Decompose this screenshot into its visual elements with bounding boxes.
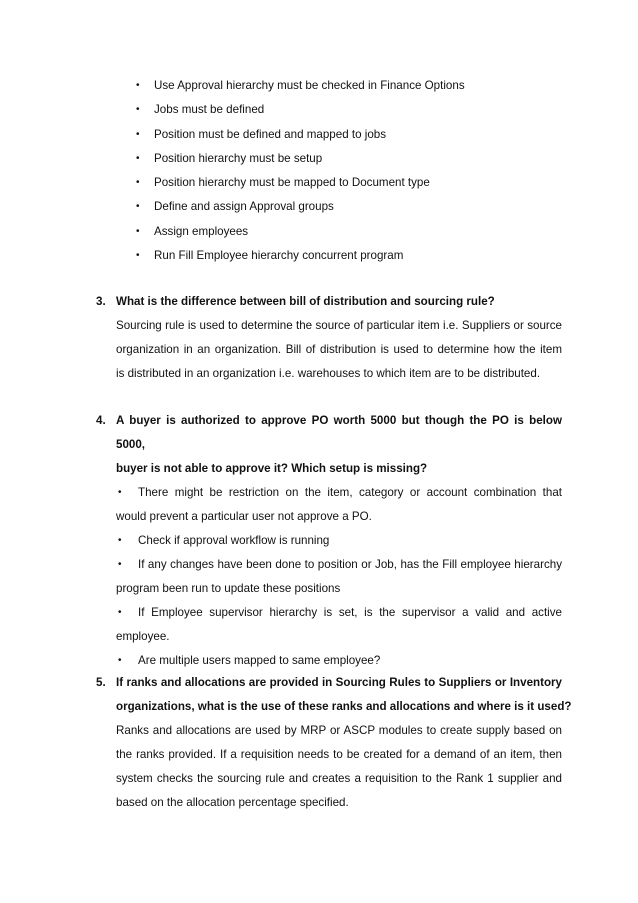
answer-line: system checks the sourcing rule and creates a requisition to the Rank 1 supplier and: [116, 772, 562, 785]
question-title: What is the difference between bill of distribution and sourcing rule?: [116, 295, 495, 308]
list-item-continuation: employee.: [116, 630, 170, 643]
answer-line: Sourcing rule is used to determine the source of particular item i.e. Suppliers or source: [116, 319, 562, 332]
bullet-icon: •: [118, 535, 122, 546]
bullet-icon: •: [136, 201, 140, 213]
question-number: 3.: [96, 295, 106, 308]
bullet-icon: •: [136, 177, 140, 189]
bullet-icon: •: [118, 559, 122, 570]
list-item: • Position hierarchy must be setup: [136, 147, 465, 171]
question-body: [116, 409, 562, 673]
bullet-icon: •: [136, 80, 140, 91]
bullet-icon: •: [136, 225, 140, 237]
question-title-line: If ranks and allocations are provided in Sourcing Rules to Suppliers or Inventory: [116, 676, 562, 689]
list-item: • Position hierarchy must be mapped to Document type: [136, 171, 465, 195]
question-number: 4.: [96, 414, 106, 427]
answer-line: Ranks and allocations are used by MRP or ASCP modules to create supply based on: [116, 724, 562, 737]
list-item-continuation: program been run to update these positions: [116, 582, 341, 595]
question-body: [116, 290, 562, 386]
list-item: • There might be restriction on the item, category or account combination that: [116, 481, 562, 505]
question-3: [96, 290, 562, 386]
question-body: [116, 671, 572, 815]
list-item: • Are multiple users mapped to same employee?: [116, 649, 562, 673]
answer-line: organization in an organization. Bill of distribution is used to determine how the item: [116, 343, 562, 356]
bullet-icon: •: [136, 104, 140, 116]
bullet-icon: •: [136, 152, 140, 164]
list-item: • If Employee supervisor hierarchy is set, is the supervisor a valid and active: [116, 601, 562, 625]
question-title-line: organizations, what is the use of these ranks and allocations and where is it used?: [116, 700, 572, 713]
list-item: • Check if approval workflow is running: [116, 529, 562, 553]
approval-setup-list: [136, 74, 465, 268]
list-item: • Define and assign Approval groups: [136, 195, 465, 219]
list-item: • Jobs must be defined: [136, 98, 465, 122]
list-item-continuation: would prevent a particular user not approve a PO.: [116, 510, 372, 523]
question-title-line: buyer is not able to approve it? Which setup is missing?: [116, 462, 428, 475]
bullet-icon: •: [118, 655, 122, 666]
answer-line: is distributed in an organization i.e. warehouses to which item are to be distributed.: [116, 367, 541, 380]
list-item: • Use Approval hierarchy must be checked in Finance Options: [136, 74, 465, 98]
question-number: 5.: [96, 676, 106, 689]
list-item: • If any changes have been done to position or Job, has the Fill employee hierarchy: [116, 553, 562, 577]
answer-line: the ranks provided. If a requisition needs to be created for a demand of an item, then: [116, 748, 562, 761]
question-4: [96, 409, 562, 673]
question-title-line: A buyer is authorized to approve PO worth 5000 but though the PO is below 5000,: [116, 414, 562, 451]
question-5: [96, 671, 572, 815]
list-item: • Run Fill Employee hierarchy concurrent program: [136, 244, 465, 268]
bullet-icon: •: [136, 128, 140, 140]
bullet-icon: •: [136, 250, 140, 262]
bullet-icon: •: [118, 607, 122, 618]
answer-line: based on the allocation percentage specified.: [116, 796, 349, 809]
list-item: • Position must be defined and mapped to jobs: [136, 123, 465, 147]
list-item: • Assign employees: [136, 220, 465, 244]
bullet-icon: •: [118, 487, 122, 498]
